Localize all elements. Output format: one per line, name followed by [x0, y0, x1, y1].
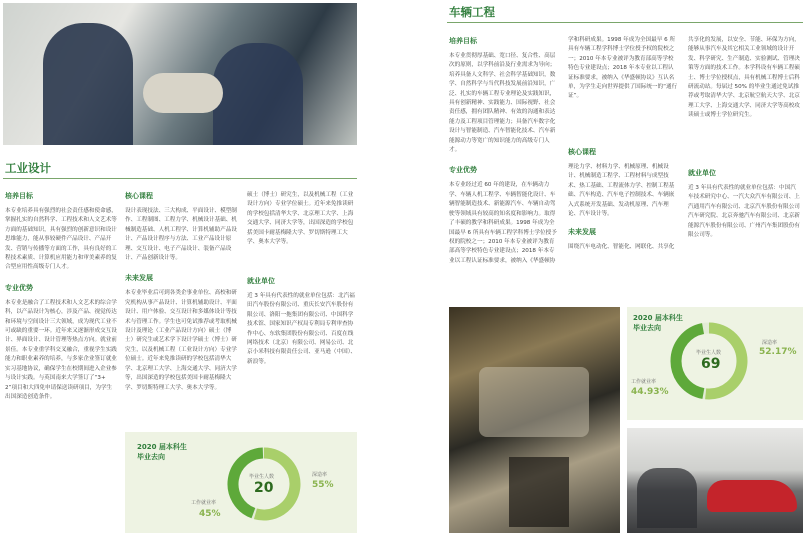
core-text: 设计表现技法、三大构成、平面设计、模型制作、工程制图、工程力学、机械设计基础、机械制造基础、人机工程学、计算机辅助产品设计、产品设计程序与方法、工业产品设计原理、交互设计、电子产品设计、装备产品设计、产品创新设计等。: [125, 208, 237, 262]
title-underline: [3, 178, 357, 179]
title-underline-right: [447, 22, 803, 23]
training-goal-heading: 培养目标: [449, 37, 477, 45]
graduates-title: 2020 届本科生: [137, 443, 187, 451]
advantage-heading: 专业优势: [449, 166, 477, 175]
employment-text: 近 3 年具有代表性的就业单位包括：北汽福田汽车股份有限公司、重庆长安汽车股份有限公司、洛阳一拖集团有限公司、中国科学技术馆、国家知识产权局专利局专利审查协作中心、东软集团股份有限公司、百度在线网络技术（北京）有限公司、网易公司、北京小米科技有限责任公司、亚马逊（中国）、新浪等。: [247, 293, 357, 365]
graduates-count: 20: [254, 480, 274, 496]
work-pct: 44.93%: [631, 387, 669, 397]
training-goal-text: 本专业培养具有强烈的社会责任感和使命感，掌握扎实的自然科学、工程技术和人文艺术等方面的基础知识，具有强烈的创新意识和设计思维能力，能从事较硬件产品设计、产品开发、营销与传播等方面的工作，具有良好的工程技术素质、计算机应用能力和审美素养的复合型应用性高级专门人才。: [5, 208, 117, 271]
future-text-part: 本专业毕业后可到各类企事业单位、高校和研究机构从事产品设计、计算机辅助设计、平面设计、用户体验、交互设计和多媒体设计等技术与管理工作。学生也可免试推荐或考取机械设计及理论（工业产品设计方向）硕士（博士）研究生或艺术学下设计学硕士（博士）研究生，以及机械工程（工业设计方向）专业学位硕士。近年来免推读研的学校包括清华大学、北京理工大学、上海交通大学、同济大学等，出国深造的学校包括美国卡耐基梅隆大学、罗切斯特理工大学、奥本大学等。: [125, 290, 237, 391]
advantage-heading: 专业优势: [5, 283, 33, 292]
graduates-subtitle: 毕业去向: [633, 324, 661, 332]
study-label: 深造率: [312, 472, 328, 478]
col-right-1: [449, 36, 559, 265]
core-heading: 核心课程: [125, 192, 153, 200]
col-right-2: [568, 36, 678, 253]
training-goal-heading: 培养目标: [5, 192, 33, 200]
work-pct: 45%: [199, 509, 221, 519]
center-label: 毕业生人数: [696, 350, 722, 356]
section-title-vehicle-engineering: 车辆工程: [449, 5, 495, 19]
future-text-cont: 共享化的发展，以安全、节能、环保为方向，能够从事汽车及其它相关工业领域的设计开发、科学研究、生产制造、实验测试、管理决策等方面的技术工作。本学科设有车辆工程硕士、博士学位授权点，具有机械工程博士后科研流动站。每届过 50% 的毕业生通过免试推荐或考取清华大学、北京航空航天大学、北京理工大学、上海交通大学、同济大学等高校攻读硕士或博士学位研究生。: [688, 37, 800, 119]
section-title-industrial-design: 工业设计: [5, 161, 51, 175]
work-label: 工作就业率: [631, 379, 657, 385]
core-heading: 核心课程: [568, 148, 596, 156]
future-text-cont: 硕士（博士）研究生，以及机械工程（工业设计方向）专业学位硕士。近年来免推读研的学校包括清华大学、北京理工大学、上海交通大学、同济大学等，出国深造的学校包括美国卡耐基梅隆大学、罗切斯特理工大学、奥本大学等。: [247, 192, 354, 246]
study-pct: 52.17%: [759, 347, 797, 357]
training-goal-text: 本专业贯彻厚基础、宽口径、复合性、高层次的原则，以学科前沿及行业需求为导向；培养具备人文科学、社会科学基础知识，数学、自然科学与当代科技发展前沿知识，广泛、扎实的车辆工程专业理论及实践知识，具有创新精神、实践能力、国际视野、社会责任感，拥有团队精神、有效的沟通和表达能力及工程项目管理能力；具备汽车数字化设计与智能制造、汽车智能化技术、汽车新能源动力等宽广的知识能力的高级专门人才。: [449, 53, 556, 154]
col-right-3: [688, 36, 800, 240]
graduates-panel-right: [627, 307, 803, 420]
students-workshop-photo: [3, 3, 357, 145]
future-heading: 未来发展: [568, 228, 596, 237]
future-text: 围绕汽车电动化、智能化、网联化、共享化: [568, 244, 675, 251]
work-label: 工作就业率: [191, 500, 217, 506]
center-label: 毕业生人数: [249, 474, 275, 480]
study-pct: 55%: [312, 480, 334, 490]
advantage-text-cont: 学和科研成果。1998 年成为全国最早 6 所具有车辆工程学科博士学位授予权的院校之一；2010 年本专业被评为教育部高等学校特色专业建设点；2018 年本专业以工程认证标准要求，被纳入《华盛顿协议》互认名单，为学生走向世界提供了国际统一的“通行证”。: [568, 37, 678, 100]
graduates-title: 2020 届本科生: [633, 314, 683, 322]
core-text: 理论力学、材料力学、机械原理、机械设计、机械制造工程学、工程材料与成型技术、热工基础、工程流体力学、控制工程基础、汽车构造、汽车电子控制技术、车辆嵌入式系统开发基础、发动机原理、汽车理论、汽车设计等。: [568, 164, 675, 218]
study-label: 深造率: [762, 340, 778, 346]
graduates-count: 69: [701, 356, 721, 372]
col-left-3: [247, 191, 357, 367]
future-heading: 未来发展: [125, 274, 153, 283]
employment-heading: 就业单位: [688, 169, 716, 177]
advantage-text: 本专业是融合了工程技术和人文艺术的综合学科，以产品设计为核心，涉及产品、视觉传达和环境与空间设计三大领域，成为现代工业不可或缺的重要一环。近年来又逐渐形成交互设计、界面设计、设计管理等热点方向。就业前景佳。本专业重学科交叉融合，重视学生实践能力和职业素养的培养，与多家企业签订就业实习基地协议，确保学生在校期间进入企业参与设计实践。与英国南来大学签订了“3+2”项目和大四免申请保送读研项目，为学生出国深造创造条件。: [5, 299, 117, 400]
employment-text: 近 3 年具有代表性的就业单位包括：中国汽车技术研究中心、一汽大众汽车有限公司、上汽通用汽车有限公司、北京汽车股份有限公司汽车研究院、北京奔驰汽车有限公司、北京新能源汽车股份有限公司、广州汽车集团股份有限公司等。: [688, 185, 800, 239]
graduates-panel-left: [125, 432, 357, 533]
graduates-subtitle: 毕业去向: [137, 453, 165, 461]
advantage-text: 本专业经过近 60 年的建设，在车辆动力学、车辆人机工程学、车辆智能化设计、车辆智能制造技术、新能源汽车、车辆自动驾驶等领域具有较高的知名度和影响力。取得了丰硕的教学和科研成果。1998 年成为全国最早 6 所具有车辆工程学科博士学位授予权的院校之一；2010 年本专业被评为教育部高等学校特色专业建设点；2018 年本专业以工程认证标准要求，被纳入《华盛顿协: [449, 182, 557, 264]
employment-heading: 就业单位: [247, 277, 275, 285]
col-left-2: [125, 191, 237, 401]
car-exhibition-photo: [627, 428, 803, 533]
col-left-1: [5, 191, 117, 402]
work-arc: [676, 329, 703, 394]
engine-exhibit-photo: [449, 307, 620, 533]
